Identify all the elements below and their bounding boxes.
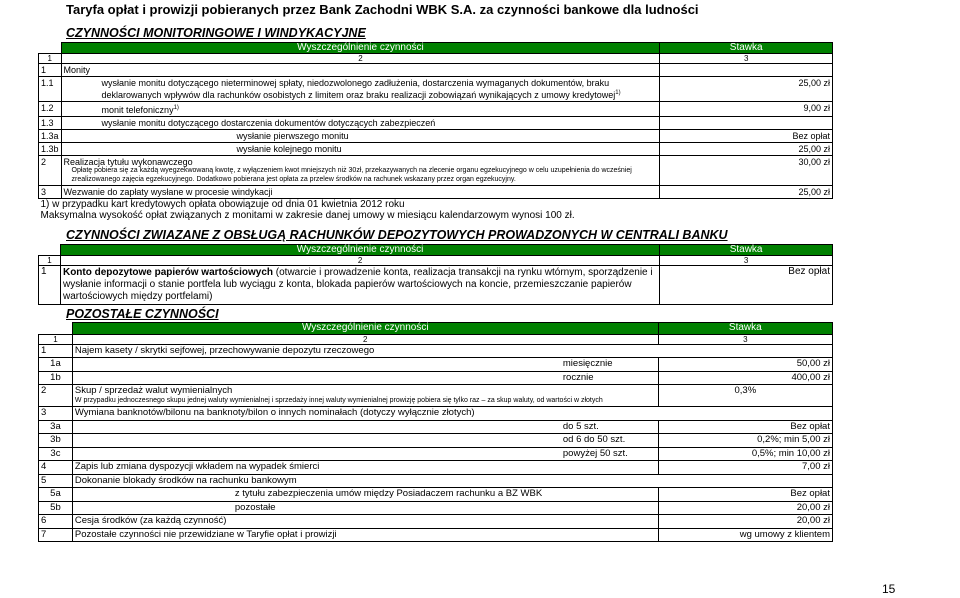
row-description: Zapis lub zmiana dyspozycji wkładem na wypadek śmierci: [72, 461, 658, 475]
row-number: 1a: [39, 358, 73, 372]
row-number: 1: [39, 344, 73, 358]
table-row: [39, 371, 833, 385]
row-number: 3: [39, 407, 73, 421]
row-rate: Bez opłat: [660, 266, 833, 305]
footnote: Maksymalna wysokość opłat związanych z monitami w zakresie danej umowy w miesiącu kalendarzowym wynosi 100 zł.: [40, 210, 575, 221]
row-description: Pozostałe czynności nie przewidziane w Taryfie opłat i prowizji: [72, 528, 658, 542]
footnote: 1) w przypadku kart kredytowych opłata obowiązuje od dnia 01 kwietnia 2012 roku: [40, 199, 405, 210]
row-rate: 50,00 zł: [658, 358, 832, 372]
table-row: [39, 117, 833, 130]
row-description: [72, 385, 658, 407]
column-number: 2: [72, 334, 658, 344]
row-description-text: Skup / sprzedaż walut wymienialnych: [74, 385, 233, 396]
row-number: 3a: [39, 420, 73, 434]
row-number: 5: [39, 474, 73, 488]
row-rate: [660, 117, 833, 130]
row-description: [72, 488, 658, 502]
document-title: Taryfa opłat i prowizji pobieranych przez Bank Zachodni WBK S.A. za czynności bankowe dla ludności: [66, 2, 699, 17]
row-subtype: powyżej 50 szt.: [562, 447, 628, 459]
section-title-monitoring: CZYNNOŚCI MONITORINGOWE I WINDYKACYJNE: [66, 26, 366, 40]
table-row: [39, 515, 833, 529]
row-rate: [660, 64, 833, 77]
table-row: [39, 407, 833, 421]
row-number: 3c: [39, 447, 73, 461]
deposit-table: [38, 244, 833, 305]
other-table: [38, 322, 833, 542]
row-description: [61, 156, 660, 186]
table-row: [39, 143, 833, 156]
row-description: [61, 102, 660, 117]
row-subtype: pozostałe: [234, 501, 276, 513]
page-number: 15: [882, 582, 896, 596]
row-number: 3b: [39, 434, 73, 448]
row-rate: 0,5%; min 10,00 zł: [658, 447, 832, 461]
table-row: [39, 186, 833, 199]
row-description: [72, 371, 658, 385]
column-number: 3: [660, 54, 833, 64]
table-row: [39, 501, 833, 515]
row-rate: 20,00 zł: [658, 501, 832, 515]
row-rate: Bez opłat: [660, 130, 833, 143]
row-subtype: od 6 do 50 szt.: [562, 434, 626, 445]
table-row: [39, 434, 833, 448]
table-row: [39, 488, 833, 502]
table-row: [39, 420, 833, 434]
header-description: Wyszczególnienie czynności: [60, 245, 659, 256]
footnote-marker: 1): [173, 105, 179, 111]
row-description: Wymiana banknotów/bilonu na banknoty/bilon o innych nominałach (dotyczy wyłącznie złotych): [72, 407, 832, 421]
row-subtype: miesięcznie: [562, 358, 613, 369]
row-title: Konto depozytowe papierów wartościowych: [62, 267, 273, 278]
header-description: Wyszczególnienie czynności: [61, 43, 660, 54]
row-description: Wezwanie do zapłaty wysłane w procesie windykacji: [61, 186, 660, 199]
row-number: 2: [39, 385, 73, 407]
row-number: 5a: [39, 488, 73, 502]
table-row: [39, 358, 833, 372]
row-description: wysłanie monitu dotyczącego dostarczenia dokumentów dotyczących zabezpieczeń: [61, 117, 660, 130]
row-rate: Bez opłat: [658, 488, 832, 502]
row-number: 1.1: [39, 77, 62, 102]
row-number: 3: [39, 186, 62, 199]
row-rate: wg umowy z klientem: [658, 528, 832, 542]
row-description: [72, 434, 658, 448]
row-note: W przypadku jednoczesnego skupu jednej waluty wymienialnej i sprzedaży innej waluty wymienialnej prowizję pobiera się tylko raz – za skup waluty, od wartości w złotych: [74, 396, 603, 404]
footnote-marker: 1): [615, 90, 621, 96]
column-number: 1: [39, 334, 73, 344]
column-number: 1: [39, 256, 61, 266]
row-number: 1.2: [39, 102, 62, 117]
section-title-deposit-accounts: CZYNNOŚCI ZWIAZANE Z OBSŁUGĄ RACHUNKÓW DEPOZYTOWYCH PROWADZONYCH W CENTRALI BANKU: [66, 228, 728, 242]
row-description: [72, 358, 658, 372]
table-row: [39, 102, 833, 117]
row-subtype: rocznie: [562, 371, 594, 383]
monitoring-table: [38, 42, 833, 221]
header-rate: Stawka: [658, 323, 832, 335]
column-number: 3: [658, 334, 832, 344]
row-number: 6: [39, 515, 73, 529]
table-row: [39, 474, 833, 488]
table-row: [39, 447, 833, 461]
row-description: [60, 266, 659, 305]
row-description: Najem kasety / skrytki sejfowej, przechowywanie depozytu rzeczowego: [72, 344, 832, 358]
row-description-text: (otwarcie i prowadzenie konta, realizacja transakcji na rynku wtórnym, sporządzenie i wysłanie informacji o stanie portfela lub wyciągu z konta, blokada papierów wartościowych na koncie, przemieszczanie papierów wartościowych między portfelami): [62, 267, 653, 302]
header-rate: Stawka: [660, 43, 833, 54]
row-number: 1: [39, 266, 61, 305]
row-rate: 25,00 zł: [660, 77, 833, 102]
column-number: 2: [61, 54, 660, 64]
row-number: 5b: [39, 501, 73, 515]
column-number: 2: [60, 256, 659, 266]
row-subtype: z tytułu zabezpieczenia umów między Posiadaczem rachunku a BZ WBK: [234, 488, 543, 499]
header-rate: Stawka: [660, 245, 833, 256]
row-rate: Bez opłat: [658, 420, 832, 434]
table-row: [39, 344, 833, 358]
table-row: [39, 64, 833, 77]
table-row: [39, 130, 833, 143]
row-description: Monity: [61, 64, 660, 77]
row-description: [61, 77, 660, 102]
section-title-other: POZOSTAŁE CZYNNOŚCI: [66, 307, 219, 321]
row-rate: 400,00 zł: [658, 371, 832, 385]
table-row: [39, 266, 833, 305]
table-row: [39, 461, 833, 475]
row-number: 2: [39, 156, 62, 186]
header-description: Wyszczególnienie czynności: [72, 323, 658, 335]
row-number: 1b: [39, 371, 73, 385]
row-number: 7: [39, 528, 73, 542]
row-description: Cesja środków (za każdą czynność): [72, 515, 658, 529]
row-number: 1: [39, 64, 62, 77]
row-number: 1.3a: [39, 130, 62, 143]
column-number: 1: [39, 54, 62, 64]
row-description-text: Realizacja tytułu wykonawczego: [63, 157, 193, 167]
table-row: [39, 385, 833, 407]
row-rate: 30,00 zł: [660, 156, 833, 186]
row-description: Dokonanie blokady środków na rachunku bankowym: [72, 474, 832, 488]
row-rate: 25,00 zł: [660, 143, 833, 156]
row-rate: 7,00 zł: [658, 461, 832, 475]
row-number: 1.3b: [39, 143, 62, 156]
row-number: 1.3: [39, 117, 62, 130]
table-row: [39, 77, 833, 102]
row-subtype: do 5 szt.: [562, 420, 599, 432]
table-row: [39, 528, 833, 542]
row-rate: 20,00 zł: [658, 515, 832, 529]
row-description: [72, 447, 658, 461]
row-rate: 0,3%: [658, 385, 832, 407]
row-description: wysłanie kolejnego monitu: [61, 143, 660, 156]
row-description-text: wysłanie monitu dotyczącego nieterminowej spłaty, niedozwolonego zadłużenia, dostarczenia wymaganych dokumentów, braku deklarowanych wpływów dla rachunków osobistych z limitem oraz braku realizacji zobowiązań wynikających z umowy kredytowej: [101, 78, 616, 100]
row-rate: 0,2%; min 5,00 zł: [658, 434, 832, 448]
row-description-text: monit telefoniczny: [101, 105, 174, 115]
row-rate: 9,00 zł: [660, 102, 833, 117]
table-row: [39, 156, 833, 186]
row-rate: 25,00 zł: [660, 186, 833, 199]
row-number: 4: [39, 461, 73, 475]
row-note: Opłatę pobiera się za każdą wyegzekwowaną kwotę, z wyłączeniem kwot mniejszych niż 30zł, przekazywanych na zlecenie organu egzekucyjnego w celu uzupełnienia do wcześniej zrealizowanego zajęcia egzekucyjnego. Dodatkowo pobierana jest opłata za przelew środków na rachunek wskazany przez organ egzekucyjny.: [71, 167, 632, 183]
row-description: wysłanie pierwszego monitu: [61, 130, 660, 143]
row-description: [72, 501, 658, 515]
row-description: [72, 420, 658, 434]
column-number: 3: [660, 256, 833, 266]
